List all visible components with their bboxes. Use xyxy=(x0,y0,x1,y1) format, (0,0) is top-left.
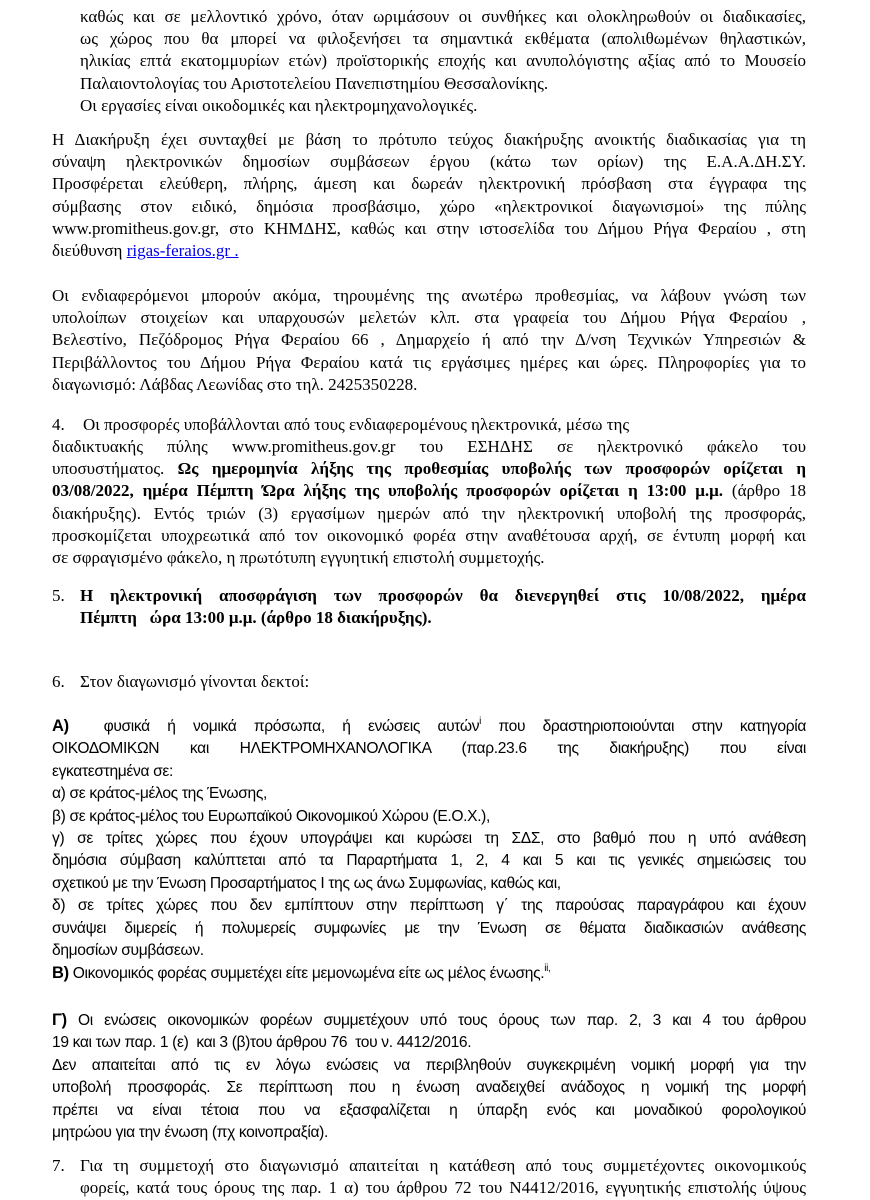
text-line: προσκομίζεται υποχρεωτικά από τον οικονομικό φορέα στην αναθέτουσα αρχή, σε έντυπη μορφή και xyxy=(52,525,806,545)
text-line: δημόσια σύμβαση καλύπτεται από τα Παραρτήματα 1, 2, 4 και 5 και τις γενικές σημειώσεις του xyxy=(52,852,806,870)
text-line: σε σφραγισμένο φάκελο, η πρωτότυπη εγγυητική επιστολή συμμετοχής. xyxy=(52,548,545,568)
interested-parties-paragraph xyxy=(52,285,806,396)
item-4-first-line: Οι προσφορές υποβάλλονται από τους ενδιαφερομένους ηλεκτρονικά, μέσω της xyxy=(83,415,630,434)
intro-paragraph xyxy=(80,6,806,117)
footnote-ref: i xyxy=(479,716,482,727)
item-4-body xyxy=(52,436,806,569)
text-line: μητρώου για την ένωση (πχ κοινοπραξία). xyxy=(52,1124,328,1142)
text-line: υπολοίπων στοιχείων και υπαρχουσών μελετών κλπ. στα γραφεία του Δήμου Ρήγα Φεραίου , xyxy=(52,308,806,328)
text-line: ως χώρος που θα μπορεί να φιλοξενήσει τα σημαντικά εκθέματα (απολιθωμένων θηλαστικών, xyxy=(80,29,806,49)
tender-notice-paragraph xyxy=(52,129,806,262)
deadline-date-bold-text: 03/08/2022, ημέρα Πέμπτη Ώρα λήξης της υποβολής προσφορών ορίζεται η 13:00 μ.μ. xyxy=(52,481,724,501)
text-line: Γ) Οι ενώσεις οικονομικών φορέων συμμετέχουν υπό τους όρους των παρ. 2, 3 και 4 του άρθρου xyxy=(52,1011,806,1029)
item-number: 5. xyxy=(52,586,65,605)
text-line: εγκατεστημένα σε: xyxy=(52,762,173,780)
text-line: Η Διακήρυξη έχει συνταχθεί με βάση το πρότυπο τεύχος διακήρυξης ανοικτής διαδικασίας για τη xyxy=(52,130,806,149)
subsection-label: Β) xyxy=(52,964,69,983)
list-item: β) σε κράτος-μέλος του Ευρωπαϊκού Οικονομικού Χώρου (Ε.Ο.Χ.), xyxy=(52,807,491,825)
text-line: γ) σε τρίτες χώρες που έχουν υπογράψει και κυρώσει τη ΣΔΣ, στο βαθμό που η υπό ανάθεση xyxy=(52,830,806,848)
deadline-bold-text: Ως ημερομηνία λήξης της προθεσμίας υποβολής των προσφορών ορίζεται η xyxy=(177,459,806,479)
text-line: ηλικίας επτά εκατομμυρίων ετών) προϊστορικής εποχής και ανυπολόγιστης αξίας από το Μουσείο xyxy=(80,51,806,71)
text-line: υποβολή προσφοράς. Σε περίπτωση που η ένωση αναδειχθεί ανάδοχος η νομική της μορφή xyxy=(52,1079,806,1097)
text-line xyxy=(52,240,806,262)
subsection-b: Β) Οικονομικός φορέας συμμετέχει είτε μεμονωμένα είτε ως μέλος ένωσης.$^{ii,}$ xyxy=(52,963,551,983)
text-line: υποσυστήματος. Ως ημερομηνία λήξης της προθεσμίας υποβολής των προσφορών ορίζεται η xyxy=(52,459,806,479)
text-line: ΟΙΚΟΔΟΜΙΚΩΝ και ΗΛΕΚΤΡΟΜΗΧΑΝΟΛΟΓΙΚΑ (παρ.23.6 της διακήρυξης) που είναι xyxy=(52,740,806,758)
text-line: Η ηλεκτρονική αποσφράγιση των προσφορών θα διενεργηθεί στις 10/08/2022, ημέρα xyxy=(80,586,806,605)
text-line: Οι εργασίες είναι οικοδομικές και ηλεκτρομηχανολογικές. xyxy=(80,95,478,115)
text-line: δημοσίων συμβάσεων. xyxy=(52,942,204,960)
footnote-ref: ii, xyxy=(544,963,551,975)
text-line: διακήρυξης). Εντός τριών (3) εργασίμων ημερών από την ηλεκτρονική υποβολή της προσφοράς, xyxy=(52,503,806,523)
item-number: 6. xyxy=(52,672,65,691)
item-6-subsection-a xyxy=(52,715,806,986)
text-line: καθώς και σε μελλοντικό χρόνο, όταν ωριμάσουν οι συνθήκες και ολοκληρωθούν οι διαδικασίες, xyxy=(80,7,806,26)
text-line: συνάψει διμερείς ή πολυμερείς συμφωνίες με την Ένωση σε θέματα διαδικασιών ανάθεσης xyxy=(52,919,806,937)
item-6-text: Στον διαγωνισμό γίνονται δεκτοί: xyxy=(80,672,310,691)
text-line: Βελεστίνο, Πεζόδρομος Ρήγα Φεραίου 66 , Δημαρχείο ή από την Δ/νση Τεχνικών Υπηρεσιών & xyxy=(52,330,806,350)
text-line: δ) σε τρίτες χώρες που δεν εμπίπτουν στην περίπτωση γ΄ της παρούσας παραγράφου και έχουν xyxy=(52,897,806,915)
text-line: σύναψη ηλεκτρονικών δημοσίων συμβάσεων έργου (κάτω των ορίων) της Ε.Α.Α.ΔΗ.ΣΥ. xyxy=(52,152,806,172)
item-number: 7. xyxy=(52,1156,65,1175)
text-line: σύμβασης στον ειδικό, δημόσια προσβάσιμο, χώρο «ηλεκτρονικοί διαγωνισμοί» της πύλης xyxy=(52,196,806,216)
text-line: σχετικού με την Ένωση Προσαρτήματος I της ως άνω Συμφωνίας, καθώς και, xyxy=(52,874,561,892)
text-line: Περιβάλλοντος του Δήμου Ρήγα Φεραίου κατά τις εργάσιμες ημέρες και ώρες. Πληροφορίες για το xyxy=(52,352,806,372)
subsection-label: Α) xyxy=(52,717,69,735)
text-line: 19 και των παρ. 1 (ε) και 3 (β)του άρθρου 76 του ν. 4412/2016. xyxy=(52,1034,472,1052)
item-6-subsection-g xyxy=(52,1009,806,1144)
text-line: φορείς, κατά τους όρους της παρ. 1 α) του άρθρου 72 του Ν4412/2016, εγγυητικής επιστολής ύψους xyxy=(80,1178,806,1198)
item-4 xyxy=(52,414,629,436)
item-number: 4. xyxy=(52,415,65,434)
text-line: διαδικτυακής πύλης www.promitheus.gov.gr του ΕΣΗΔΗΣ σε ηλεκτρονικό φάκελο του xyxy=(52,437,806,456)
address-label: διεύθυνση xyxy=(52,241,127,261)
list-item: α) σε κράτος-μέλος της Ένωσης, xyxy=(52,785,267,803)
subsection-label: Γ) xyxy=(52,1011,67,1029)
text-line: Δεν απαιτείται από τις εν λόγω ενώσεις να περιβληθούν συγκεκριμένη νομική μορφή για την xyxy=(52,1056,806,1074)
text-line: 03/08/2022, ημέρα Πέμπτη Ώρα λήξης της υποβολής προσφορών ορίζεται η 13:00 μ.μ. (άρθρο 18 xyxy=(52,481,806,501)
text-line: πρέπει να είναι τέτοια που να εξασφαλίζεται η ύπαρξη ενός και μοναδικού φορολογικού xyxy=(52,1101,806,1119)
text-line: Α) φυσικά ή νομικά πρόσωπα, ή ενώσεις αυτών$^i$ που δραστηριοποιούνται στην κατηγορία xyxy=(52,716,806,735)
text-line: Παλαιοντολογίας του Αριστοτελείου Πανεπιστημίου Θεσσαλονίκης. xyxy=(80,73,549,93)
text-line: Προσφέρεται ελεύθερη, πλήρης, άμεση και δωρεάν ηλεκτρονική πρόσβαση στα έγγραφα της xyxy=(52,174,806,194)
text-line: διαγωνισμό: Λάβδας Λεωνίδας στο τηλ. 2425350228. xyxy=(52,374,418,394)
text-line: www.promitheus.gov.gr, στο ΚΗΜΔΗΣ, καθώς και στην ιστοσελίδα του Δήμου Ρήγα Φεραίου , στη xyxy=(52,218,806,238)
text-line: Οι ενδιαφερόμενοι μπορούν ακόμα, τηρουμένης της ανωτέρω προθεσμίας, να λάβουν γνώση των xyxy=(52,286,806,305)
text-line: Για τη συμμετοχή στο διαγωνισμό απαιτείται η κατάθεση από τους συμμετέχοντες οικονομικούς xyxy=(80,1156,806,1175)
municipality-website-link[interactable]: rigas-feraios.gr . xyxy=(126,241,239,261)
text-line: Πέμπτη ώρα 13:00 μ.μ. (άρθρο 18 διακήρυξης). xyxy=(80,608,432,628)
